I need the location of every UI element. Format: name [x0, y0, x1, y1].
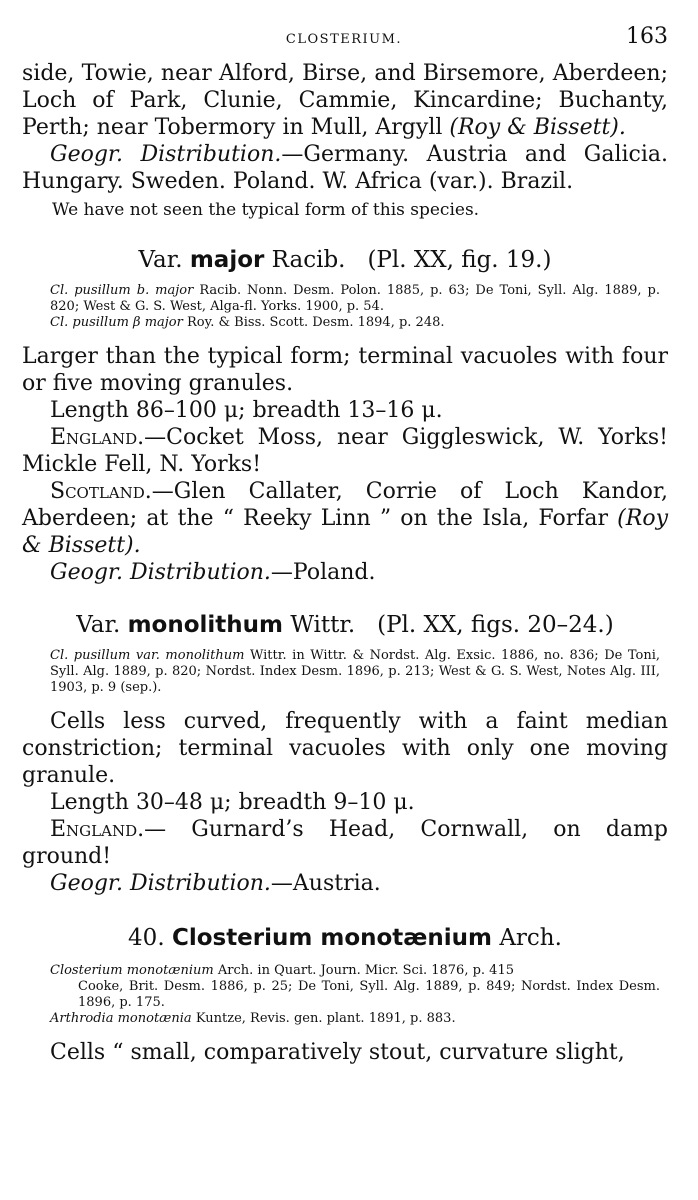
scotland-authors: (Roy & Bissett).: [22, 506, 668, 558]
var-monolithum-description: Cells less curved, frequently with a faint median constriction; terminal vacuoles with only one moving granule.: [22, 709, 668, 788]
reference: [50, 1011, 660, 1027]
intro-authors: (Roy & Bissett).: [449, 115, 626, 140]
var-major-measure: Length 86–100 μ; breadth 13–16 μ.: [50, 398, 443, 423]
reference-taxon: Arthrodia monotænia: [50, 1011, 192, 1026]
intro-note: We have not seen the typical form of this species.: [52, 200, 480, 220]
var-monolithum-measure: Length 30–48 μ; breadth 9–10 μ.: [50, 790, 415, 815]
species-40-heading: [22, 925, 668, 951]
var-major-distribution: [22, 559, 668, 586]
reference-taxon: Cl. pusillum β major: [50, 315, 183, 330]
reference-continued: Cooke, Brit. Desm. 1886, p. 25; De Toni, Syll. Alg. 1889, p. 849; Nordst. Index Desm. 1896, p. 175.: [78, 979, 660, 1010]
var-monolithum-distribution: [22, 870, 668, 897]
var-prefix: Var.: [138, 247, 183, 273]
var-major-england: [22, 424, 668, 478]
reference-text: Wittr. in Wittr. & Nordst. Alg. Exsic. 1886, no. 836; De Toni, Syll. Alg. 1889, p. 820; Nordst. Index Desm. 1896, p. 213; West & G. S. West, Notes Alg. III, 1903, p. 9 (sep.).: [50, 648, 661, 695]
geogr-text: —Austria.: [270, 871, 381, 896]
reference: [50, 315, 660, 331]
intro-continued: [22, 60, 668, 141]
reference: [50, 283, 660, 315]
reference-text: Kuntze, Revis. gen. plant. 1891, p. 883.: [195, 1011, 456, 1026]
reference-taxon: Cl. pusillum b. major: [50, 283, 194, 298]
england-text: —Cocket Moss, near Giggleswick, W. Yorks! Mickle Fell, N. Yorks!: [22, 425, 668, 477]
var-major-heading: [22, 247, 668, 273]
geogr-label: Geogr. Distribution.: [50, 560, 271, 585]
reference-text: Roy. & Biss. Scott. Desm. 1894, p. 248.: [186, 315, 445, 330]
var-plate: (Pl. XX, figs. 20–24.): [377, 612, 614, 638]
page: [22, 24, 668, 1066]
reference: [50, 963, 660, 979]
page-number: 163: [626, 24, 668, 49]
scotland-label: Scotland.: [50, 479, 152, 504]
var-plate: (Pl. XX, fig. 19.): [367, 247, 552, 273]
var-major-references: [50, 283, 660, 331]
var-prefix: Var.: [76, 612, 121, 638]
var-major-description: Larger than the typical form; terminal vacuoles with four or five moving granules.: [22, 344, 668, 396]
var-monolithum-references: [50, 648, 660, 696]
reference-text: Arch. in Quart. Journ. Micr. Sci. 1876, p. 415: [217, 963, 514, 978]
reference: [50, 648, 660, 696]
reference-taxon: Cl. pusillum var. monolithum: [50, 648, 245, 663]
species-40-references: [50, 963, 660, 1027]
species-authority: Arch.: [499, 925, 562, 951]
species-number: 40.: [128, 925, 165, 951]
england-label: England.: [50, 817, 145, 842]
england-label: England.: [50, 425, 145, 450]
species-name: Closterium monotænium: [171, 925, 492, 951]
reference-taxon: Closterium monotænium: [50, 963, 214, 978]
scotland-text: —Glen Callater, Corrie of Loch Kandor, Aberdeen; at the “ Reeky Linn ” on the Isla, Forfar: [22, 479, 668, 531]
geogr-label: Geogr. Distribution.: [50, 871, 271, 896]
geogr-text: —Poland.: [270, 560, 376, 585]
page-header: [22, 24, 668, 60]
running-head: CLOSTERIUM.: [285, 32, 403, 47]
intro-localities: side, Towie, near Alford, Birse, and Birsemore, Aberdeen; Loch of Park, Clunie, Cammie, Kincardine; Buchanty, Perth; near Tobermory in Mull, Argyll: [22, 61, 668, 140]
intro-distribution: [22, 141, 668, 195]
var-name: monolithum: [127, 612, 283, 638]
reference-text: Racib. Nonn. Desm. Polon. 1885, p. 63; De Toni, Syll. Alg. 1889, p. 820; West & G. S. West, Alga-fl. Yorks. 1900, p. 54.: [50, 283, 660, 314]
var-authority: Wittr.: [290, 612, 356, 638]
var-authority: Racib.: [271, 247, 346, 273]
var-major-scotland: [22, 478, 668, 559]
var-monolithum-heading: [22, 612, 668, 638]
species-40-description: Cells “ small, comparatively stout, curvature slight,: [50, 1040, 625, 1065]
var-name: major: [189, 247, 265, 273]
var-monolithum-england: [22, 816, 668, 870]
geogr-text: —Germany. Austria and Galicia. Hungary. Sweden. Poland. W. Africa (var.). Brazil.: [22, 142, 668, 194]
england-text: — Gurnard’s Head, Cornwall, on damp ground!: [22, 817, 668, 869]
geogr-label: Geogr. Distribution.: [50, 142, 282, 167]
